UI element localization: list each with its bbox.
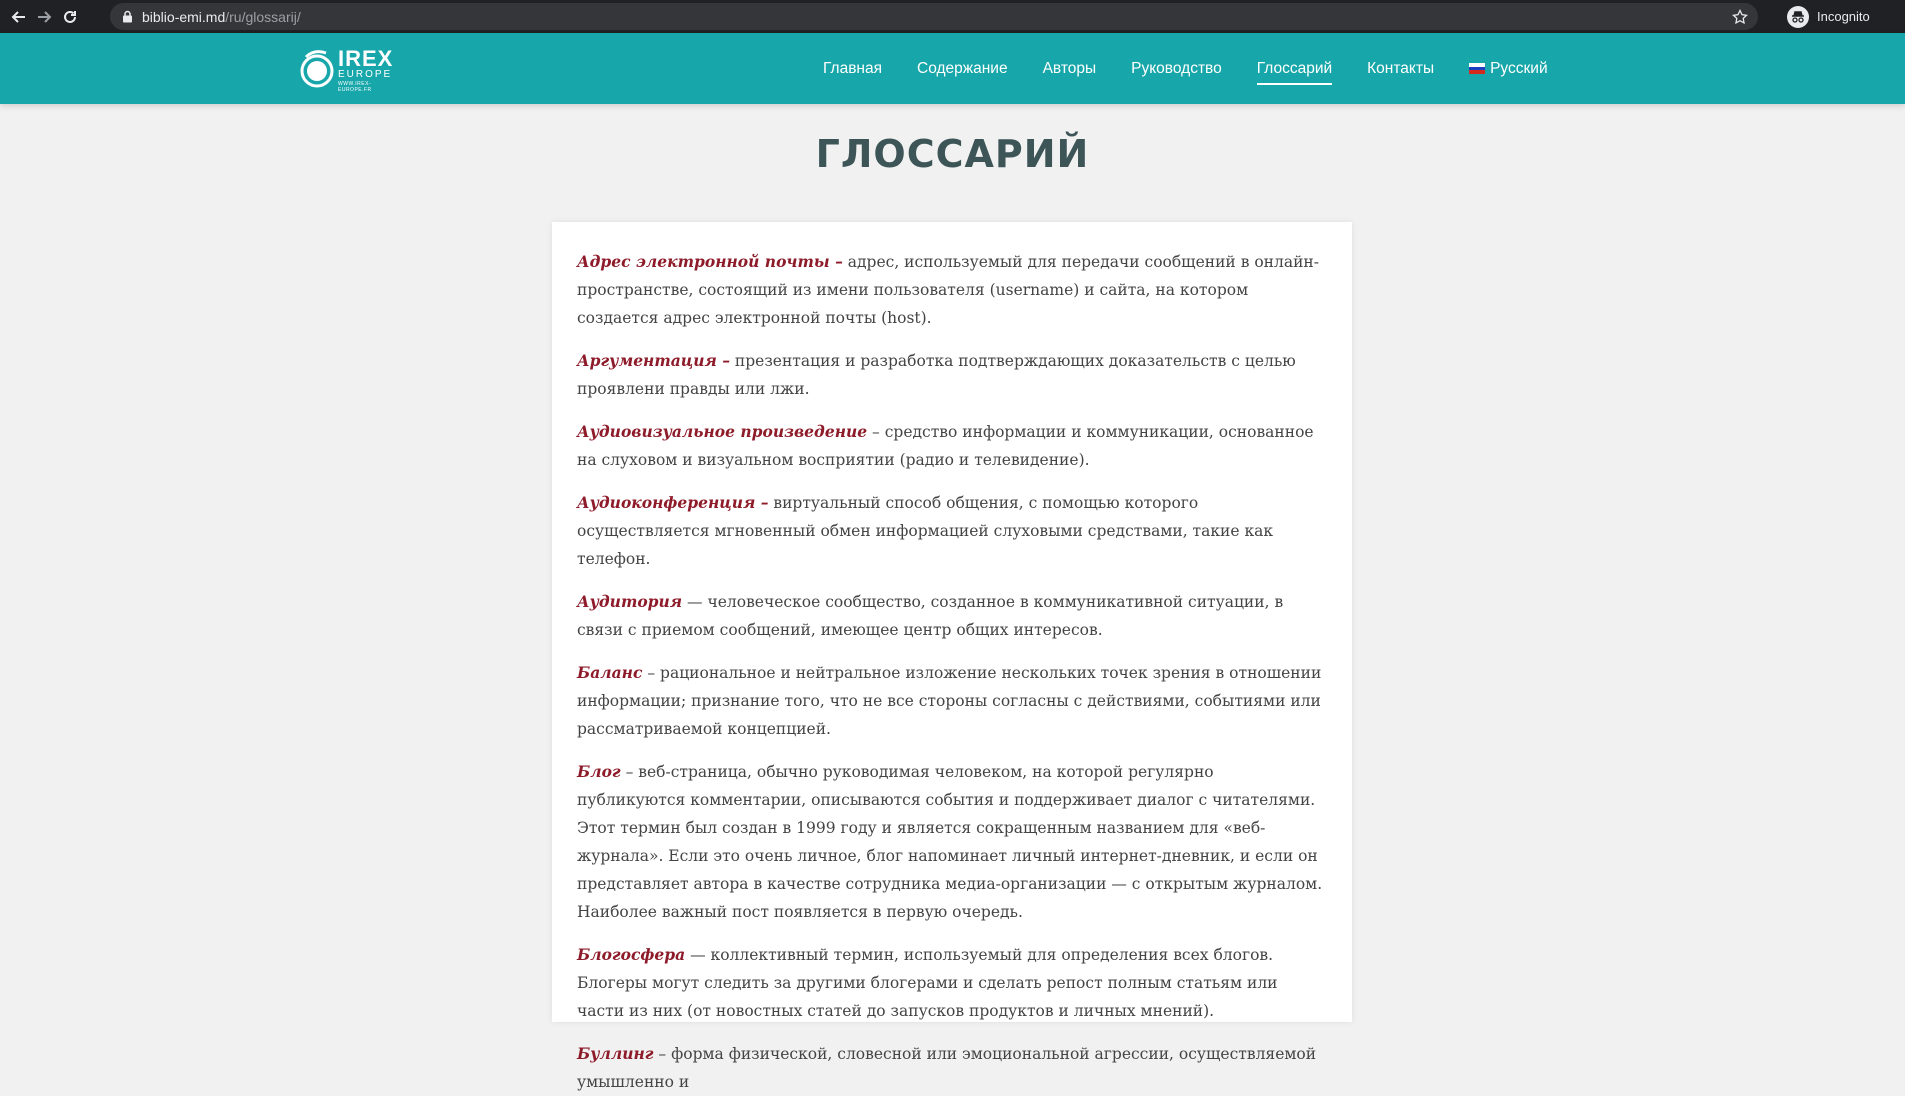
nav-item-label: Содержание xyxy=(917,59,1008,77)
language-switcher[interactable] xyxy=(1469,60,1548,78)
glossary-entry xyxy=(577,418,1326,474)
glossary-definition: – средство информации и коммуникации, основанное на слуховом и визуальном восприятии (радио и телевидение). xyxy=(577,423,1314,469)
main-nav xyxy=(823,33,1583,104)
glossary-term: Аргументация – xyxy=(577,351,730,370)
glossary-entry xyxy=(577,248,1326,332)
nav-item-label: Контакты xyxy=(1367,59,1435,77)
logo-text: IREX xyxy=(338,46,394,71)
glossary-card xyxy=(552,222,1352,1091)
glossary-definition: – форма физической, словесной или эмоциональной агрессии, осуществляемой умышленно и xyxy=(577,1045,1317,1091)
glossary-term: Буллинг xyxy=(577,1044,654,1063)
page-title: ГЛОССАРИЙ xyxy=(815,132,1090,176)
star-icon[interactable] xyxy=(1732,9,1748,25)
glossary-term: Аудиоконференция – xyxy=(577,493,769,512)
site-header xyxy=(0,33,1905,104)
glossary-entry xyxy=(577,1040,1326,1096)
glossary-term: Блогосфера xyxy=(577,945,686,964)
irex-logo[interactable] xyxy=(300,47,396,91)
glossary-entry xyxy=(577,758,1326,926)
address-bar[interactable] xyxy=(110,3,1758,30)
glossary-definition: презентация и разработка подтверждающих доказательств с целью проявлени правды или лжи. xyxy=(577,352,1296,398)
glossary-entry xyxy=(577,659,1326,743)
glossary-term: Баланс xyxy=(577,663,643,682)
glossary-term: Аудиовизуальное произведение xyxy=(577,422,868,441)
back-arrow-icon[interactable] xyxy=(6,4,32,30)
glossary-entry xyxy=(577,941,1326,1025)
nav-item-label: Руководство xyxy=(1131,59,1222,77)
glossary-definition: адрес, используемый для передачи сообщений в онлайн-пространстве, состоящий из имени пользователя (username) и сайта, на котором создается адрес электронной почты (host). xyxy=(577,253,1319,327)
logo-subtext: EUROPE xyxy=(338,69,393,80)
nav-item-authors[interactable] xyxy=(1043,60,1097,78)
nav-item-contents[interactable] xyxy=(917,60,1008,78)
irex-logo-icon xyxy=(300,47,336,91)
nav-item-label: Глоссарий xyxy=(1256,59,1333,77)
forward-arrow-icon[interactable] xyxy=(31,4,57,30)
glossary-list xyxy=(552,222,1352,1096)
incognito-icon xyxy=(1787,6,1809,28)
url-path: /ru/glossarij/ xyxy=(225,8,301,25)
lock-icon[interactable] xyxy=(120,10,134,24)
glossary-definition: – веб-страница, обычно руководимая человеком, на которой регулярно публикуются комментарии, описываются события и поддерживает диалог с читателями. Этот термин был создан в 1999 году и является сокращенным названием для «веб-журнала». Если это очень личное, блог напоминает личный интернет-дневник, и если он представляет автора в качестве сотрудника медиа-организации — с открытым журналом. Наиболее важный пост появляется в первую очередь. xyxy=(577,763,1323,921)
nav-item-glossary[interactable] xyxy=(1257,60,1332,78)
glossary-definition: — человеческое сообщество, созданное в коммуникативной ситуации, в связи с приемом сообщений, имеющее центр общих интересов. xyxy=(577,593,1284,639)
profile-label: Incognito xyxy=(1817,9,1870,24)
nav-item-label: Авторы xyxy=(1042,59,1097,77)
russia-flag-icon xyxy=(1469,63,1485,74)
nav-item-home[interactable] xyxy=(823,60,882,78)
incognito-profile-button[interactable] xyxy=(1785,3,1897,30)
reload-icon[interactable] xyxy=(57,4,83,30)
browser-toolbar xyxy=(0,0,1905,33)
nav-item-label: Главная xyxy=(823,59,882,77)
nav-item-contacts[interactable] xyxy=(1367,60,1434,78)
nav-item-guide[interactable] xyxy=(1131,60,1222,78)
glossary-definition: виртуальный способ общения, с помощью которого осуществляется мгновенный обмен информацией слуховыми средствами, такие как телефон. xyxy=(577,494,1274,568)
glossary-term: Блог xyxy=(577,762,621,781)
glossary-entry xyxy=(577,588,1326,644)
glossary-entry xyxy=(577,489,1326,573)
language-label: Русский xyxy=(1490,59,1548,77)
glossary-definition: – рациональное и нейтральное изложение нескольких точек зрения в отношении информации; признание того, что не все стороны согласны с действиями, событиями или рассматриваемой концепцией. xyxy=(577,664,1322,738)
glossary-term: Адрес электронной почты – xyxy=(577,252,843,271)
logo-url: WWW.IREX-EUROPE.FR xyxy=(338,81,372,93)
glossary-term: Аудитория xyxy=(577,592,683,611)
url-text[interactable] xyxy=(142,9,301,25)
glossary-entry xyxy=(577,347,1326,403)
url-host: biblio-emi.md xyxy=(142,8,226,25)
glossary-definition: — коллективный термин, используемый для определения всех блогов. Блогеры могут следить за другими блогерами и сделать репост полным статьям или части из них (от новостных статей до запусков продуктов и личных мнений). xyxy=(577,946,1278,1020)
